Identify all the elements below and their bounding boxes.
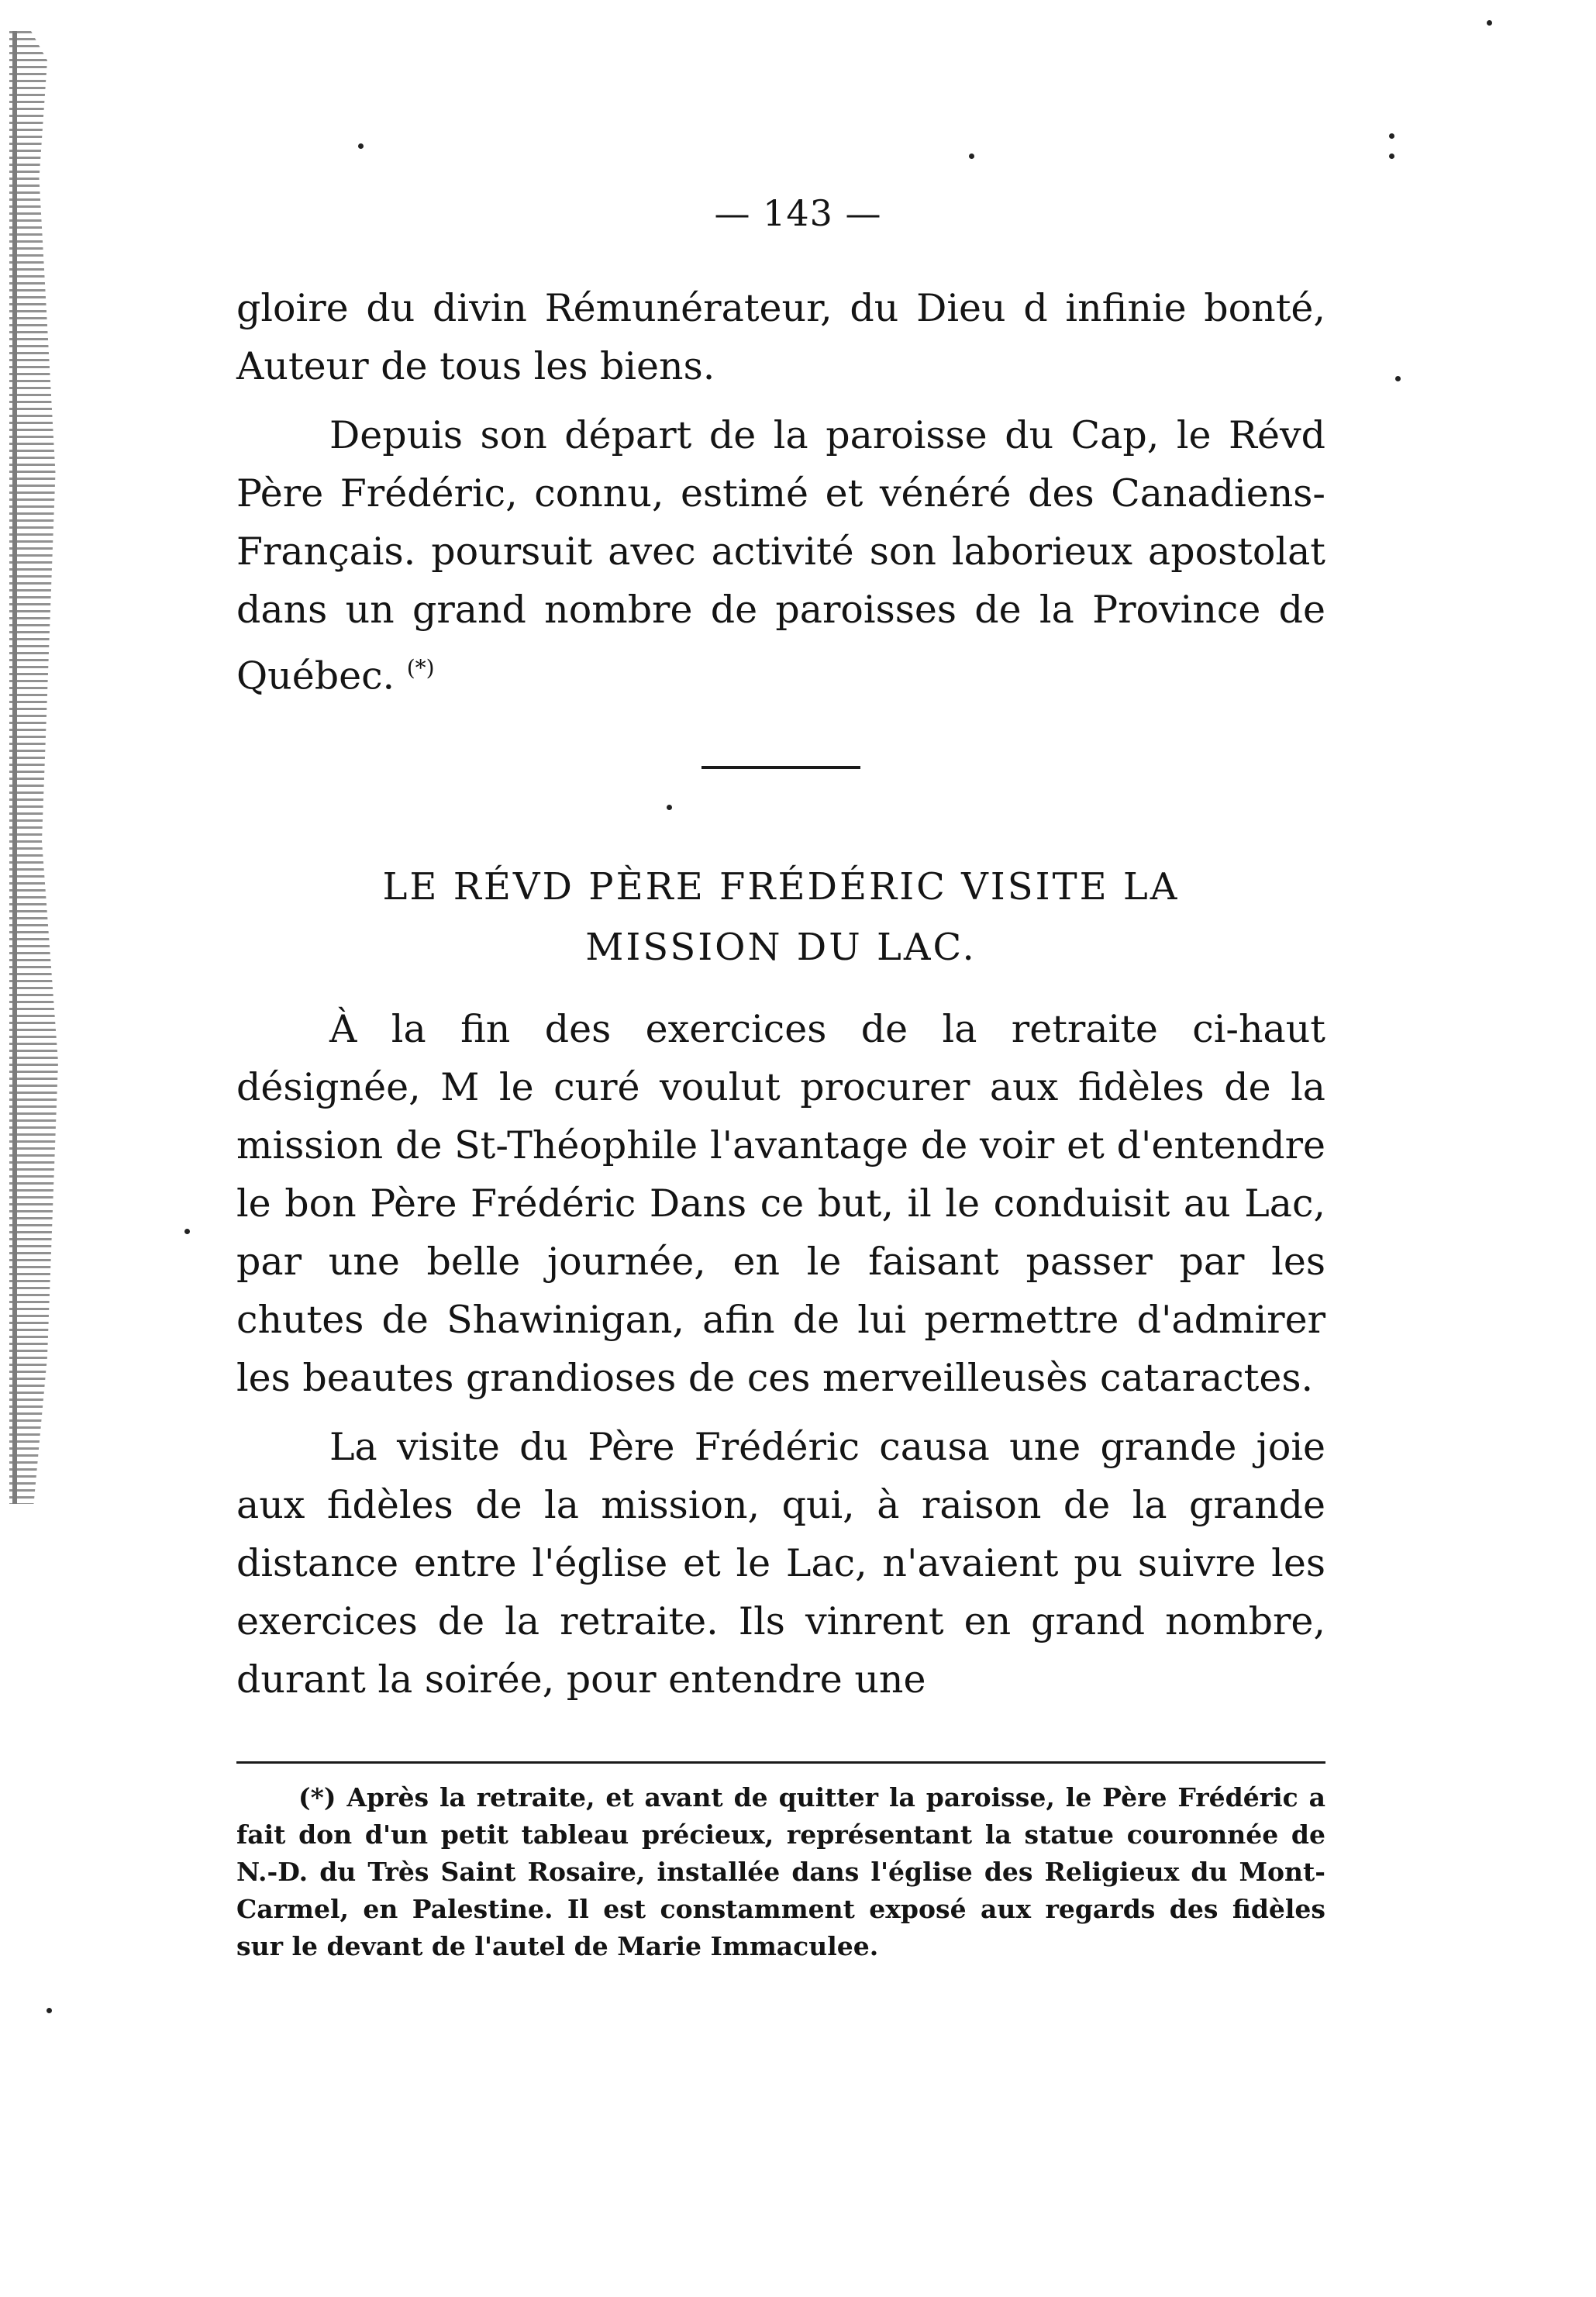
scan-speck <box>667 805 672 810</box>
lower-text-block <box>236 1000 1325 1709</box>
scan-speck <box>184 1229 190 1234</box>
page-number: — 143 — <box>714 192 882 234</box>
footnote-reference-marker: (*) <box>406 655 435 681</box>
scan-speck <box>969 153 974 159</box>
scan-speck <box>358 143 364 149</box>
section-divider-rule <box>701 766 860 769</box>
paragraph-departure <box>236 406 1325 705</box>
paragraph-departure-text: Depuis son départ de la paroisse du Cap, le Révd Père Frédéric, connu, estimé et vénéré des Canadiens-Français. poursuit avec activité son laborieux apostolat dans un grand nombre de paroisses de la Province de Québec. <box>236 413 1325 698</box>
section-heading <box>236 857 1325 978</box>
scan-speck <box>47 2008 52 2013</box>
footnote-divider-rule <box>236 1761 1325 1764</box>
paragraph-visit: La visite du Père Frédéric causa une grande joie aux fidèles de la mission, qui, à raison de la grande distance entre l'église et le Lac, n'avaient pu suivre les exercices de la retraite. Ils vinrent en grand nombre, durant la soirée, pour entendre une <box>236 1425 1325 1702</box>
scan-speck <box>1389 133 1394 139</box>
section-heading-line-2: MISSION DU LAC. <box>585 926 977 969</box>
upper-text-block <box>236 279 1325 705</box>
scan-speck <box>1389 153 1394 159</box>
binding-edge-scan-artifact <box>9 31 64 1504</box>
footnote: (*) Après la retraite, et avant de quitter la paroisse, le Père Frédéric a fait don d'un petit tableau précieux, représentant la statue couronnée de N.-D. du Très Saint Rosaire, installée dans l'église des Religieux du Mont-Carmel, en Palestine. Il est constamment exposé aux regards des fidèles sur le devant de l'autel de Marie Immaculee. <box>236 1782 1325 1961</box>
continuation-paragraph: gloire du divin Rémunérateur, du Dieu d infinie bonté, Auteur de tous les biens. <box>236 286 1325 388</box>
paragraph-retreat: À la fin des exercices de la retraite ci-haut désignée, M le curé voulut procurer aux fidèles de la mission de St-Théophile l'avantage de voir et d'entendre le bon Père Frédéric Dans ce but, il le conduisit au Lac, par une belle journée, en le faisant passer par les chutes de Shawinigan, afin de lui permettre d'admirer les beautes grandioses de ces merveilleusès cataractes. <box>236 1007 1325 1400</box>
section-heading-line-1: LE RÉVD PÈRE FRÉDÉRIC VISITE LA <box>382 865 1180 909</box>
scan-speck <box>1395 376 1401 381</box>
scan-speck <box>1487 20 1492 26</box>
